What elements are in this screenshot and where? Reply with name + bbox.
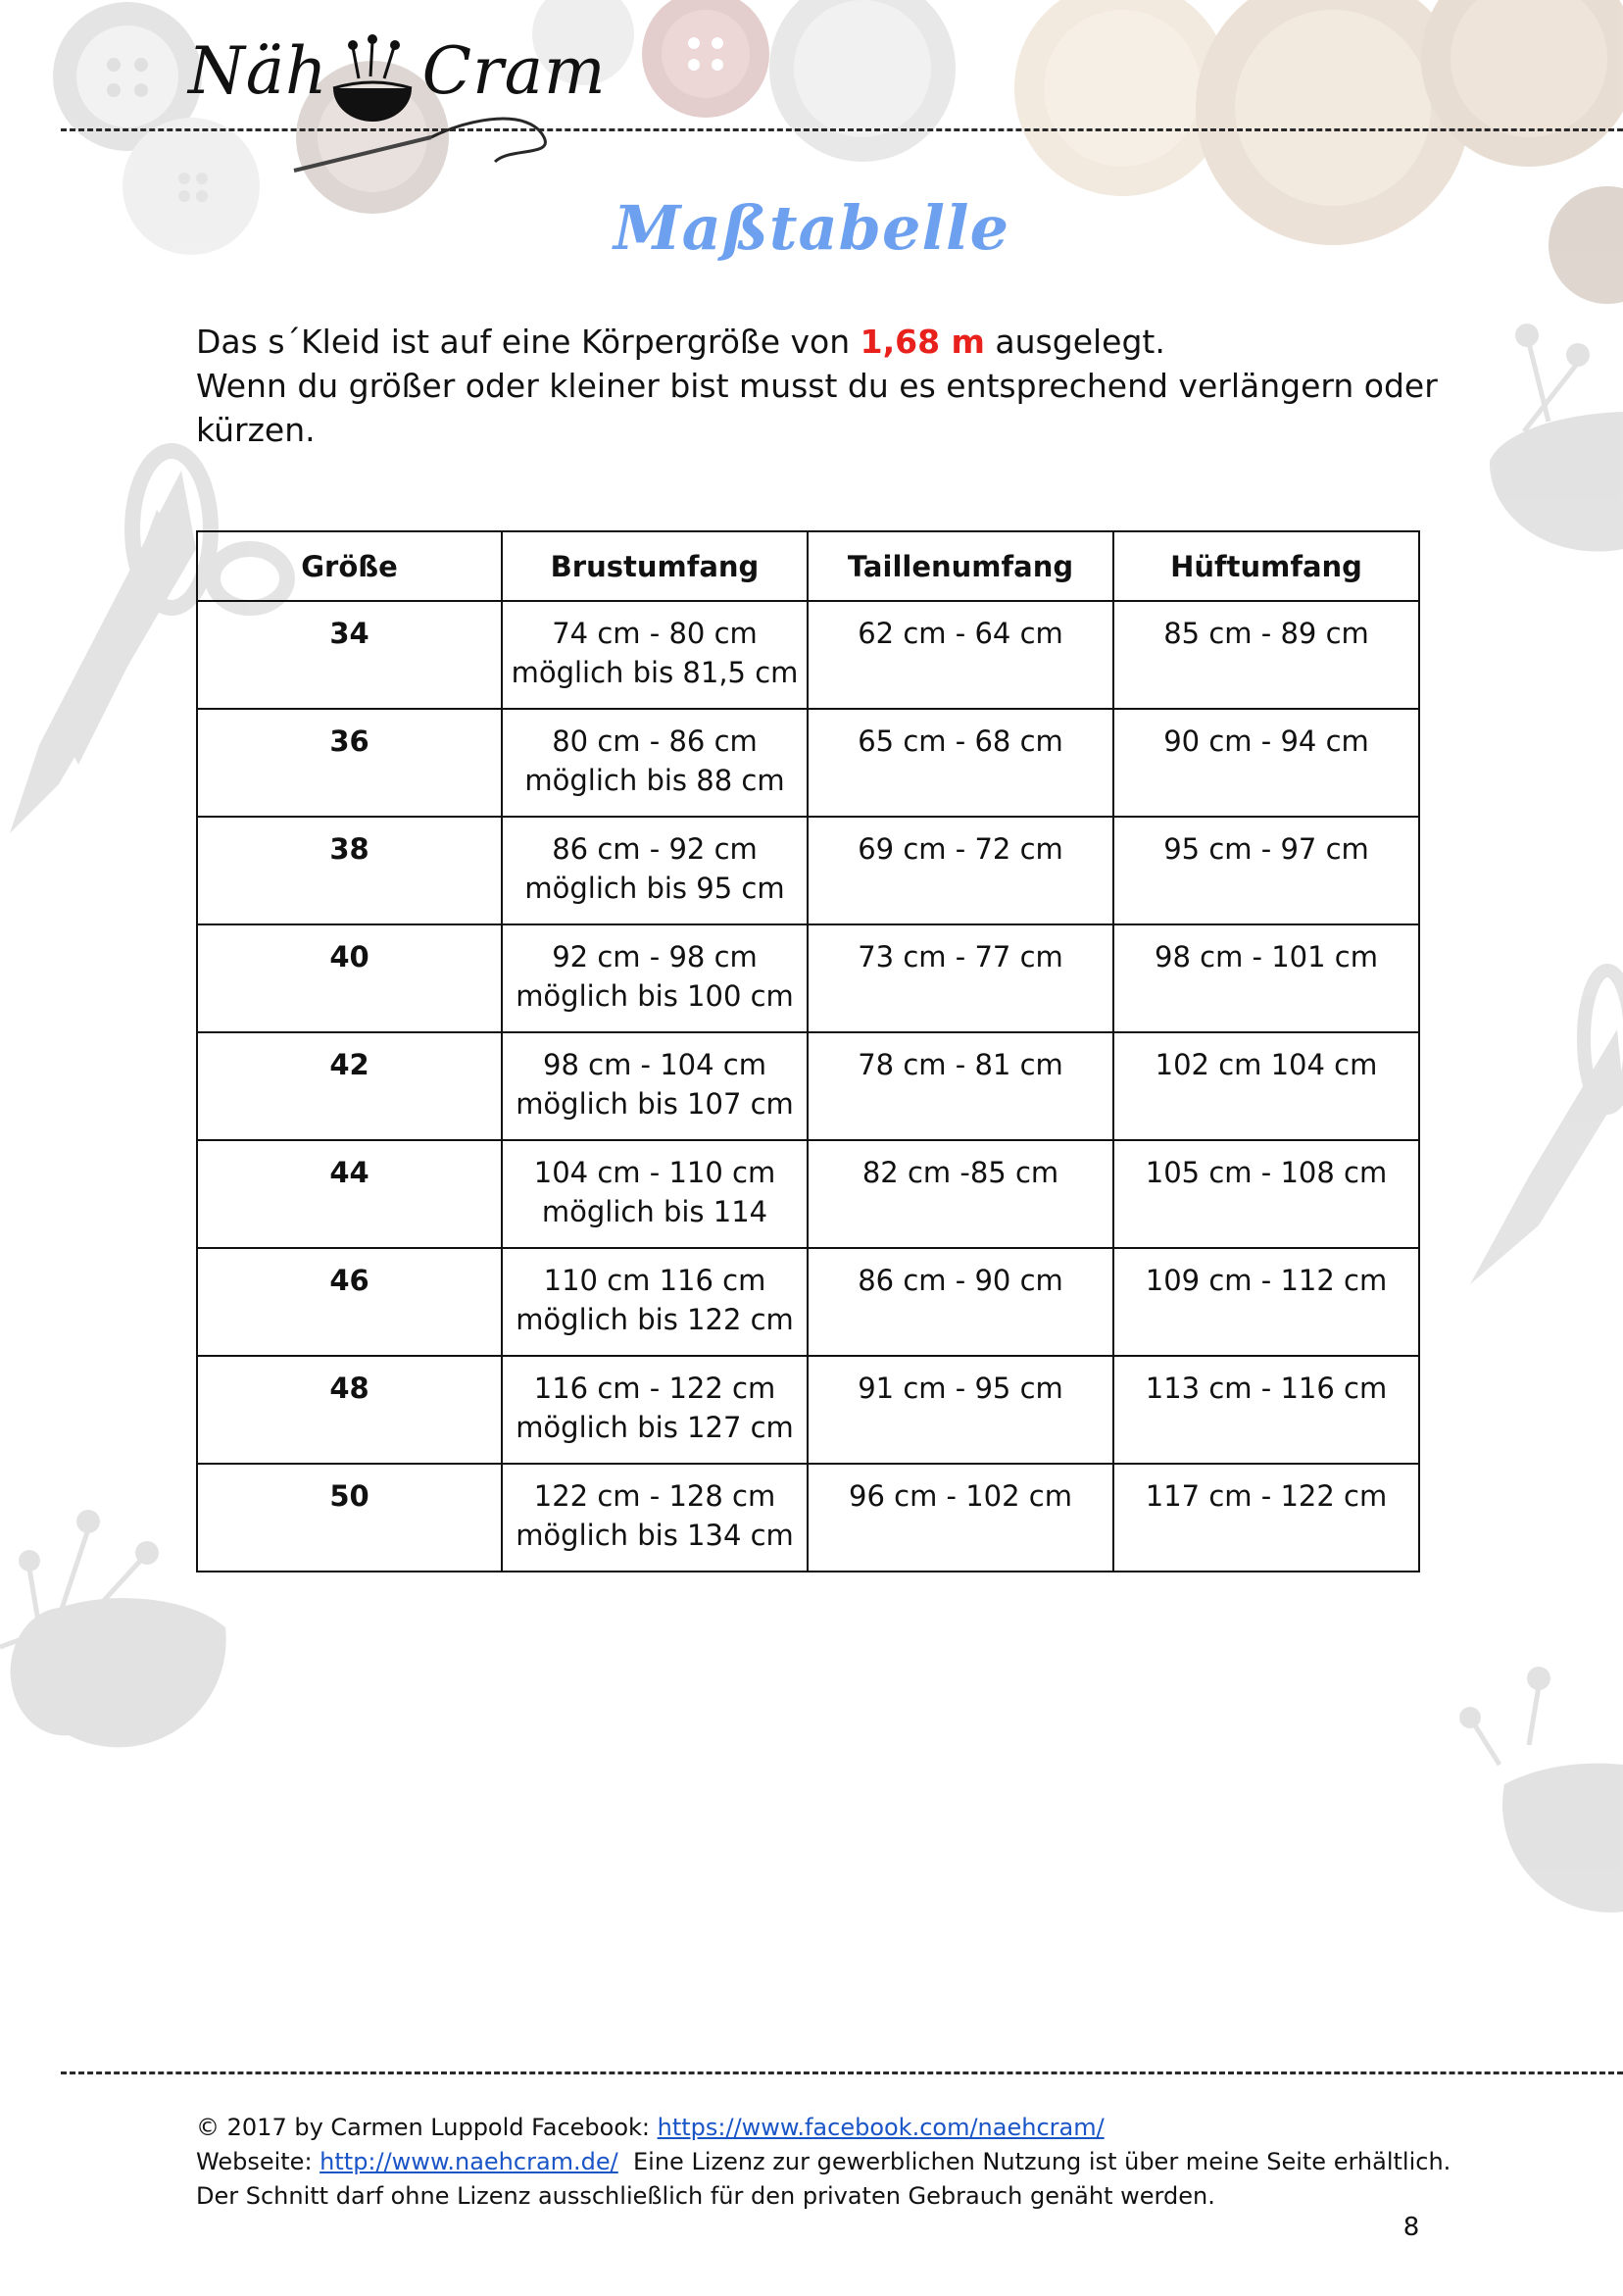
website-link[interactable]: http://www.naehcram.de/ (320, 2148, 618, 2175)
bust-max: möglich bis 114 (541, 1195, 768, 1228)
page-title: Maßtabelle (613, 192, 1010, 264)
column-header-bust: Brustumfang (502, 531, 808, 601)
size-cell: 46 (197, 1248, 502, 1356)
bust-max: möglich bis 127 cm (516, 1411, 794, 1444)
bust-max: möglich bis 122 cm (516, 1303, 794, 1336)
hip-cell: 113 cm - 116 cm (1113, 1356, 1419, 1464)
bust-range: 74 cm - 80 cm (552, 617, 758, 650)
table-row (197, 709, 1419, 817)
size-cell: 34 (197, 601, 502, 709)
bust-cell (502, 1464, 808, 1572)
bust-range: 122 cm - 128 cm (533, 1479, 776, 1513)
bust-range: 110 cm 116 cm (543, 1264, 766, 1297)
bust-range: 80 cm - 86 cm (552, 724, 758, 758)
intro-line1-after: ausgelegt. (984, 323, 1165, 361)
hip-cell: 117 cm - 122 cm (1113, 1464, 1419, 1572)
intro-line1-before: Das s´Kleid ist auf eine Körpergröße von (196, 323, 861, 361)
bust-max: möglich bis 95 cm (524, 872, 785, 905)
hip-cell: 109 cm - 112 cm (1113, 1248, 1419, 1356)
size-cell: 38 (197, 817, 502, 924)
intro-text (196, 320, 1470, 452)
bust-cell (502, 924, 808, 1032)
bust-max: möglich bis 100 cm (516, 979, 794, 1013)
hip-cell: 105 cm - 108 cm (1113, 1140, 1419, 1248)
column-header-hip: Hüftumfang (1113, 531, 1419, 601)
waist-cell: 96 cm - 102 cm (808, 1464, 1113, 1572)
private-use-text: Der Schnitt darf ohne Lizenz ausschließlich für den privaten Gebrauch genäht werden. (196, 2182, 1215, 2210)
bust-max: möglich bis 134 cm (516, 1519, 794, 1552)
table-row (197, 601, 1419, 709)
bust-range: 116 cm - 122 cm (533, 1372, 776, 1405)
logo-part-naeh: Näh (188, 33, 328, 109)
bust-cell (502, 709, 808, 817)
bust-max: möglich bis 81,5 cm (511, 656, 799, 689)
bust-cell (502, 817, 808, 924)
bust-cell (502, 601, 808, 709)
logo-part-cram: Cram (421, 33, 607, 109)
table-header-row (197, 531, 1419, 601)
bust-max: möglich bis 107 cm (516, 1087, 794, 1121)
table-row (197, 1032, 1419, 1140)
page-number: 8 (1402, 2213, 1420, 2242)
waist-cell: 73 cm - 77 cm (808, 924, 1113, 1032)
intro-line2: Wenn du größer oder kleiner bist musst du es entsprechend verlängern oder kürzen. (196, 367, 1438, 449)
size-cell: 40 (197, 924, 502, 1032)
bust-range: 104 cm - 110 cm (533, 1156, 776, 1189)
waist-cell: 65 cm - 68 cm (808, 709, 1113, 817)
table-row (197, 817, 1419, 924)
bust-cell (502, 1248, 808, 1356)
hip-cell: 95 cm - 97 cm (1113, 817, 1419, 924)
copyright-text: © 2017 by Carmen Luppold Facebook: (196, 2114, 658, 2141)
footer (196, 2111, 1470, 2214)
brand-logo (188, 33, 607, 109)
license-text: Eine Lizenz zur gewerblichen Nutzung ist über meine Seite erhältlich. (617, 2148, 1451, 2175)
waist-cell: 86 cm - 90 cm (808, 1248, 1113, 1356)
waist-cell: 78 cm - 81 cm (808, 1032, 1113, 1140)
waist-cell: 69 cm - 72 cm (808, 817, 1113, 924)
table-row (197, 1356, 1419, 1464)
footer-divider (61, 2071, 1623, 2074)
bust-cell (502, 1140, 808, 1248)
bust-cell (502, 1032, 808, 1140)
hip-cell: 98 cm - 101 cm (1113, 924, 1419, 1032)
size-table (196, 530, 1420, 1572)
waist-cell: 82 cm -85 cm (808, 1140, 1113, 1248)
bust-range: 92 cm - 98 cm (552, 940, 758, 973)
bust-range: 98 cm - 104 cm (543, 1048, 766, 1081)
table-row (197, 1464, 1419, 1572)
hip-cell: 90 cm - 94 cm (1113, 709, 1419, 817)
waist-cell: 91 cm - 95 cm (808, 1356, 1113, 1464)
table-row (197, 924, 1419, 1032)
column-header-waist: Taillenumfang (808, 531, 1113, 601)
hip-cell: 85 cm - 89 cm (1113, 601, 1419, 709)
size-cell: 44 (197, 1140, 502, 1248)
size-cell: 50 (197, 1464, 502, 1572)
bust-max: möglich bis 88 cm (524, 764, 785, 797)
column-header-size: Größe (197, 531, 502, 601)
size-cell: 36 (197, 709, 502, 817)
bust-range: 86 cm - 92 cm (552, 832, 758, 866)
size-cell: 48 (197, 1356, 502, 1464)
bust-cell (502, 1356, 808, 1464)
size-cell: 42 (197, 1032, 502, 1140)
body-height-highlight: 1,68 m (860, 323, 985, 361)
facebook-link[interactable]: https://www.facebook.com/naehcram/ (657, 2114, 1105, 2141)
hip-cell: 102 cm 104 cm (1113, 1032, 1419, 1140)
table-row (197, 1248, 1419, 1356)
waist-cell: 62 cm - 64 cm (808, 601, 1113, 709)
website-label: Webseite: (196, 2148, 320, 2175)
table-row (197, 1140, 1419, 1248)
header-divider (61, 128, 1623, 131)
